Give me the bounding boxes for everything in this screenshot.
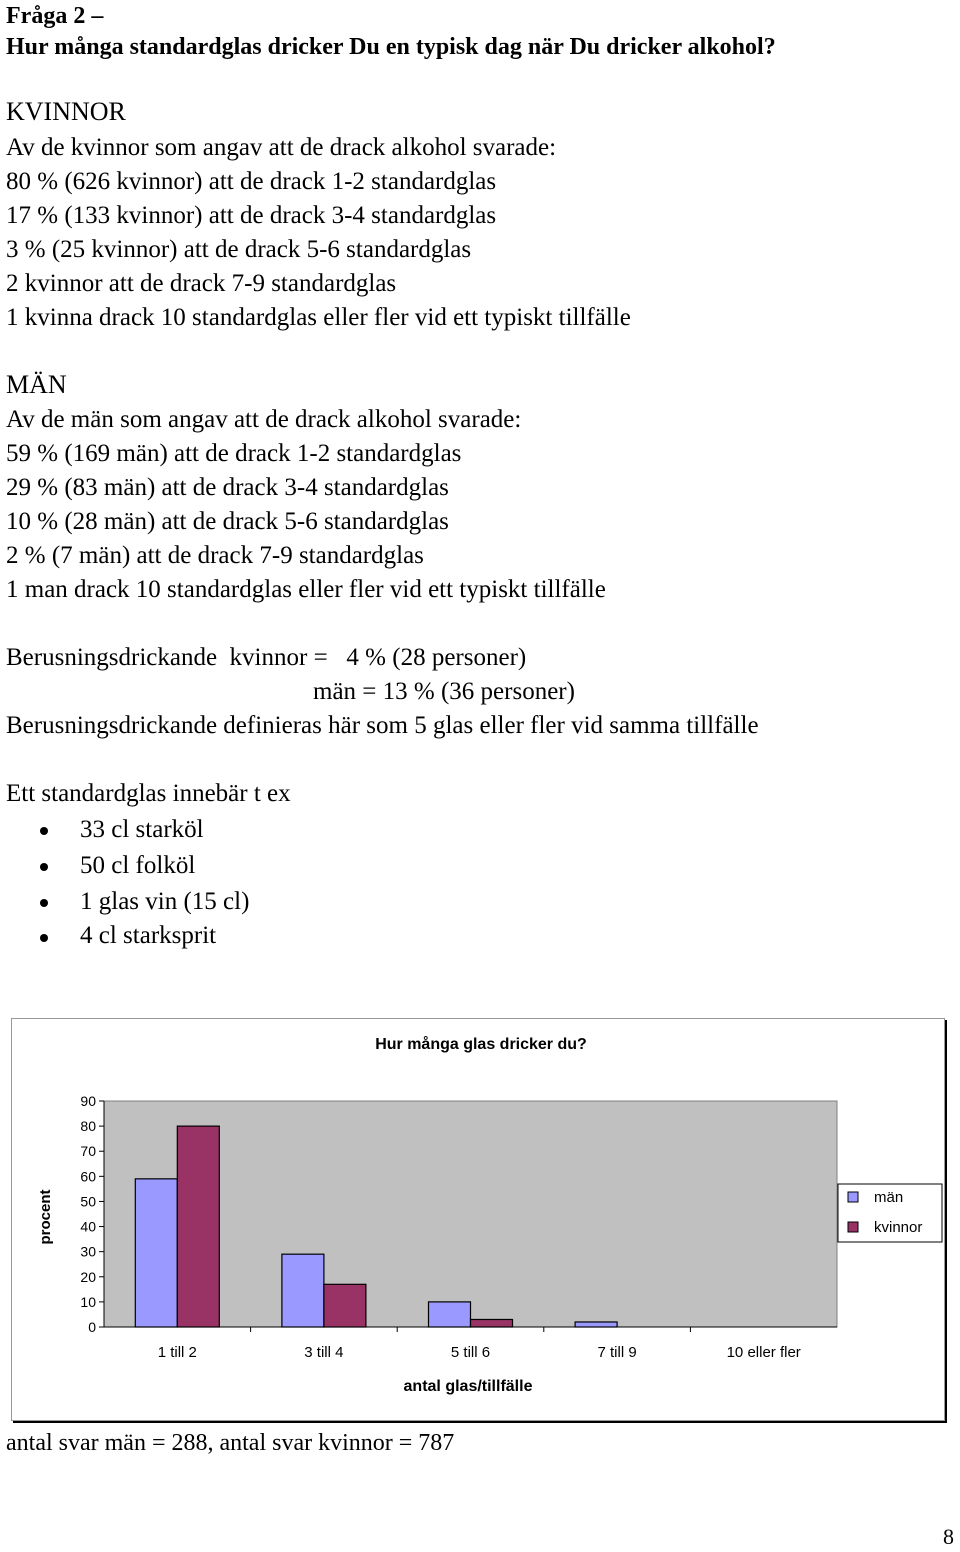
bar-man [429, 1302, 471, 1327]
women-line: 2 kvinnor att de drack 7-9 standardglas [6, 270, 397, 297]
bar-man [282, 1254, 324, 1327]
binge-definition: Berusningsdrickande definieras här som 5 glas eller fler vid samma tillfälle [6, 712, 759, 739]
chart-title: Hur många glas dricker du? [375, 1036, 587, 1053]
men-heading: MÄN [6, 370, 67, 399]
bar-man [575, 1322, 617, 1327]
bar-chart [11, 1018, 945, 1421]
women-line: 3 % (25 kvinnor) att de drack 5-6 standardglas [6, 236, 472, 263]
standard-glass-intro: Ett standardglas innebär t ex [6, 780, 291, 807]
question-number: Fråga 2 – [6, 3, 104, 29]
y-tick-label: 20 [80, 1268, 96, 1285]
y-tick-label: 40 [80, 1218, 96, 1235]
women-line: 1 kvinna drack 10 standardglas eller fler vid ett typiskt tillfälle [6, 304, 631, 331]
response-count-note: antal svar män = 288, antal svar kvinnor = 787 [6, 1430, 455, 1456]
x-axis-label: antal glas/tillfälle [403, 1378, 533, 1395]
y-tick-label: 90 [80, 1093, 96, 1109]
x-tick-label: 5 till 6 [450, 1344, 491, 1361]
binge-men: män = 13 % (36 personer) [313, 678, 575, 705]
y-tick-label: 70 [80, 1143, 96, 1160]
standard-glass-item: 50 cl folköl [80, 852, 196, 879]
legend-label: män [874, 1189, 904, 1206]
x-tick-label: 3 till 4 [304, 1344, 344, 1361]
bar-kvinnor [471, 1319, 513, 1327]
bar-man [135, 1179, 177, 1327]
y-tick-label: 80 [80, 1118, 96, 1135]
page-number: 8 [943, 1524, 954, 1549]
men-line: 1 man drack 10 standardglas eller fler vid ett typiskt tillfälle [6, 576, 606, 603]
women-line: 17 % (133 kvinnor) att de drack 3-4 standardglas [6, 202, 497, 229]
y-axis-label: procent [37, 1189, 54, 1245]
y-tick-label: 50 [80, 1193, 96, 1210]
men-intro: Av de män som angav att de drack alkohol svarade: [6, 406, 522, 433]
binge-women: Berusningsdrickande kvinnor = 4 % (28 personer) [6, 644, 527, 671]
legend-swatch [848, 1192, 858, 1202]
bullet-icon [40, 899, 48, 907]
men-line: 2 % (7 män) att de drack 7-9 standardglas [6, 542, 424, 569]
men-line: 10 % (28 män) att de drack 5-6 standardglas [6, 508, 449, 535]
bullet-icon [40, 827, 48, 835]
bullet-icon [40, 934, 48, 942]
y-tick-label: 60 [80, 1168, 96, 1185]
y-tick-label: 10 [80, 1293, 96, 1310]
y-tick-label: 0 [88, 1319, 96, 1335]
standard-glass-item: 4 cl starksprit [80, 922, 217, 949]
question-text: Hur många standardglas dricker Du en typisk dag när Du dricker alkohol? [6, 34, 776, 60]
legend-label: kvinnor [874, 1219, 923, 1236]
y-tick-label: 30 [80, 1243, 96, 1260]
women-line: 80 % (626 kvinnor) att de drack 1-2 standardglas [6, 168, 497, 195]
chart-canvas [12, 1019, 944, 1420]
bar-kvinnor [324, 1284, 366, 1327]
legend-swatch [848, 1222, 858, 1232]
women-intro: Av de kvinnor som angav att de drack alkohol svarade: [6, 134, 557, 161]
x-tick-label: 1 till 2 [157, 1344, 197, 1361]
women-heading: KVINNOR [6, 97, 126, 126]
men-line: 59 % (169 män) att de drack 1-2 standardglas [6, 440, 462, 467]
x-tick-label: 10 eller fler [726, 1344, 801, 1361]
men-line: 29 % (83 män) att de drack 3-4 standardglas [6, 474, 449, 501]
bar-kvinnor [177, 1126, 219, 1327]
standard-glass-item: 33 cl starköl [80, 816, 204, 843]
standard-glass-item: 1 glas vin (15 cl) [80, 888, 250, 915]
x-tick-label: 7 till 9 [597, 1344, 637, 1361]
bullet-icon [40, 863, 48, 871]
